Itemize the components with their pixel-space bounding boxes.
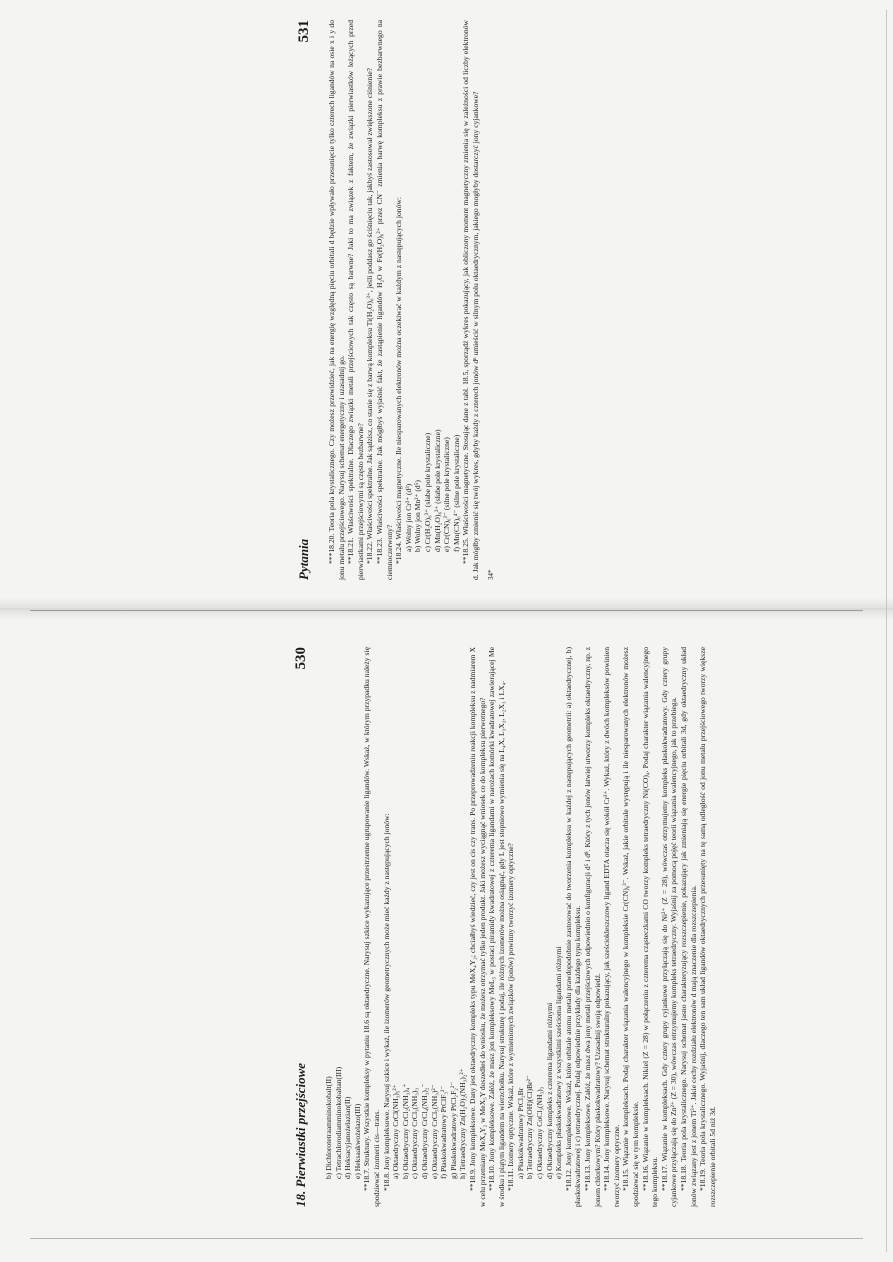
question-18-24: *18.24. Właściwości magnetyczne. Ile niesparowanych elektronów można oczekiwać w każdym z następujących jonów: [394,197,404,564]
page-body [324,647,717,1207]
page-body [327,20,481,580]
question-18-20: ***18.20. Teoria pola krystalicznego. Czy możesz przewidzieć, jak na energię względną pięciu orbitali d będzie wpływało przesunięcie tylko czterech ligandów na osie x i y do jonu metalu przejściowego. Narysuj schemat energetyczny i uzasadnij go. [327,20,346,580]
list-item: h) Tetraedryczny Zn(H₂O)₂(NH₃)₂²⁺ [458,1068,468,1179]
question-18-19: *18.19. Teoria pola krystalicznego. Wyjaśnij, dlaczego ten sam układ ligandów oktaedrycznych przesunięty na tę samą odległość od jonu metalu przejściowego tworzy większe rozszczepienie orbitali 5d niż 3d. [698,647,717,1207]
question-18-22: *18.22. Właściwości spektralne. Jak sądzisz, co stanie się z barwą kompleksu Ti(H₂O)₆³⁺, jeśli poddasz go ściśnięciu tak, jakbyś zastosował zwiększone ciśnienie? [365,67,375,564]
list-item: e) Kompleks płaskokwadratowy z wszystkimi sześcioma ligandami różnymi [554,946,564,1179]
question-18-9: **18.9. Jony kompleksowe. Dany jest oktaedryczny kompleks typu MeX₄Y₂; chciałbyś wiedzieć, czy jest on cis czy trans. Po przeprowadzeniu reakcji kompleksu z nadmiarem X w celu przemiany MeX₄Y₂ w MeX₅Y doszedłeś do wniosku, że możesz otrzymać tylko jeden produkt. Jaki możesz wyciągnąć wniosek co do kompleksu pierwotnego? [467,647,487,1207]
list-item: b) Oktaedryczny CrCl₂(NH₃)₄⁺ [400,1083,410,1179]
question-18-12: *18.12. Jony kompleksowe. Wskaż, które orbitale atomu metalu prawdopodobnie zastosować do tworzenia kompleksu w każdej z następujących geometrii: a) oktaedrycznej, b) płaskokwadratowej i c) tetraedrycznej. Podaj odpowiednie przykłady dla każdego typu kompleksu. [563,647,583,1207]
question-18-25: **18.25. Właściwości magnetyczne. Stosując dane z tabl. 18.5, sporządź wykres pokazujący, jak obliczony moment magnetyczny zmienia się w zależności od liczby elektronów d. Jak mógłby zmienić się twój wykres, gdyby każdy z czterech jonów dⁿ umieścić w silnym polu oktaedrycznym, jakiego mogłyby dostarczyć jony cyjankowe? [461,20,480,580]
list-item: e) Oktaedryczny CrCl₅(NH₃)²⁻ [429,1084,439,1179]
list-item: f) Płaskokwadratowy PtClF₃²⁻ [439,1085,449,1179]
page-number: 531 [296,20,312,43]
list-item: d) Heksacyjanożelazian(II) [343,1096,353,1179]
list-item: b) Wolny jon Mn²⁺ (d⁵) [413,480,423,552]
signature-mark: 34* [486,569,495,580]
question-18-23: **18.23. Właściwości spektralne. Jak mógłbyś wyjaśnić fakt, że zastąpienie ligandów H₂O w Fe(H₂O)₆²⁺ przez CN⁻ zmienia barwę kompleksu z prawie bezbarwnego na ciemnoczerwony? [374,20,394,580]
list-item: c) Oktaedryczny CrCl₃(NH₃)₃ [410,1087,420,1179]
page-531 [296,20,596,580]
list-item: d) Oktaedryczny CrCl₄(NH₃)₂⁻ [419,1083,429,1179]
question-18-16: **18.16. Wiązanie w kompleksach. Nikiel (Z = 28) w połączeniu z czterema cząsteczkami CO tworzy kompleks tetraedryczny Ni(CO)₄. Podaj charakter wiązania walencyjnego tego kompleksu. [640,647,660,1207]
page-header [293,647,310,1207]
scan-edge-line [30,1238,863,1239]
page-edge [886,10,887,1252]
list-item: a) Wolny jon Cr³⁺ (d³) [403,483,413,552]
list-item: e) Cr(CN)₆³⁻ (silne pole krystaliczne) [442,437,452,552]
gutter-line [30,610,863,611]
list-item: c) Tetrachlorodiamminokobaltan(III) [333,1066,343,1179]
question-18-10: **18.10. Jony kompleksowe. Załóż, że masz jon kompleksowy MeL₅ w postaci piramidy kwadratowej z czterema ligandami w narożach komórki kwadratowej zawierającej Me w środku i piątym ligandem na wierzchołku. Narysuj strukturę i podaj, ile różnych izomerów można osiągnąć, gdy L jest stopniowo wymienia się na L₄X, L₃X₂, L₂X₃ i LX₄. [487,647,506,1207]
question-18-21: **18.21. Właściwości spektralne. Dlaczego związki metali przejściowych tak często są barwne? Jaki to ma związek z faktem, że związki pierwiastków leżących przed pierwiastkami przejściowymi są często bezbarwne? [346,20,365,580]
page-number: 530 [293,647,309,670]
question-18-17: **18.17. Wiązanie w kompleksach. Gdy cztery grupy cyjankowe przyłączają się do Ni²⁺ (Z = 28), wówczas otrzymujemy kompleks płaskokwadratowy. Gdy cztery grupy cyjankowe przyłączają się do Zn²⁺ (Z = 30), wówczas otrzymujemy kompleks tetraedryczny. Wyjaśnij za pomocą pojęć teorii wiązania walencyjnego, jak to przebiega. [659,647,679,1207]
list-item: c) Cr(H₂O)₆³⁺ (słabe pole krystaliczne) [422,432,432,552]
question-18-11: *18.11. Izomery optyczne. Wskaż, które z wymienionych związków (jonów) powinny tworzyć izomery optyczne? [506,843,516,1191]
list-item: f) Mn(CN)₆⁴⁻ (silne pole krystaliczne) [451,434,461,552]
running-title: Pytania [296,538,311,580]
list-item: b) Dichlorotetraamminokobalt(II) [324,1076,333,1179]
question-18-13: **18.13. Jony kompleksowe. Załóż, że masz dwa jony metali przejściowych odpowiednio o konfiguracji d⁵ i d⁸. Który z tych jonów łatwiej utworzy kompleks oktaedryczny, np. z jonem chlorkowym? Który płaskokwadratowy? Uzasadnij swoją odpowiedź. [583,647,602,1207]
list-item: g) Płaskokwadratowy PtCl₂F₂²⁻ [448,1081,458,1179]
list-item: d) Mn(H₂O)₆²⁺ (słabe pole krystaliczne) [432,429,442,552]
list-item: b) Tetraedryczny Zn(OH)(Cl)Br²⁻ [525,1075,535,1179]
list-item: a) Oktaedryczny CrCl(NH₃)₅²⁺ [391,1084,401,1179]
question-18-14: **18.14. Jony kompleksowe. Narysuj schemat strukturalny pokazujący, jak sześciokleszczowy ligand EDTA otacza się wokół Cr³⁺. Wykaż, który z dwóch kompleksów powinien tworzyć izomery optyczne. [602,647,621,1207]
question-18-8: *18.8. Jony kompleksowe. Narysuj szkice i wykaż, ile izomerów geometrycznych może mieć każdy z następujących jonów: [381,813,391,1191]
list-item: a) Płaskokwadratowy PtCl₂Br [515,1087,525,1179]
list-item: c) Oktaedryczny CoCl₃(NH₃)₃ [535,1086,545,1179]
list-item: e) Heksaakwożelazo(III) [352,1103,362,1179]
book-gutter [0,598,893,620]
question-18-7: **18.7. Struktury. Wszystkie kompleksy w pytaniu 18.6 są oktaedryczne. Narysuj szkice wykazujące przestrzenne ugrupowanie ligandów. Wskaż, w którym przypadku należy się spodziewać izomerii cis—trans. [362,647,381,1207]
question-18-15: *18.15. Wiązanie w kompleksach. Podaj charakter wiązania walencyjnego w kompleksie Cr(CN)₆³⁻. Wskaż, jakie orbitale występują i ile niesparowanych elektronów możesz spodziewać się w tym kompleksie. [621,647,640,1207]
page-530 [293,647,717,1207]
page-header [296,20,313,580]
running-title: 18. Pierwiastki przejściowe [293,1062,308,1207]
question-18-18: **18.18. Teoria pola krystalicznego. Narysuj schemat jasno charakteryzujący rozszczepienie, pokazujący jak zmieniają się energie pięciu orbitali 3d, gdy oktaedryczny układ jonów związany jest z jonem Ti³⁺. Jakie cechy rozdziału elektronów d mają znaczenie dla rozszczepienia. [678,647,698,1207]
list-item: d) Oktaedryczny kompleks z czterema ligandami różnymi [544,1002,554,1179]
